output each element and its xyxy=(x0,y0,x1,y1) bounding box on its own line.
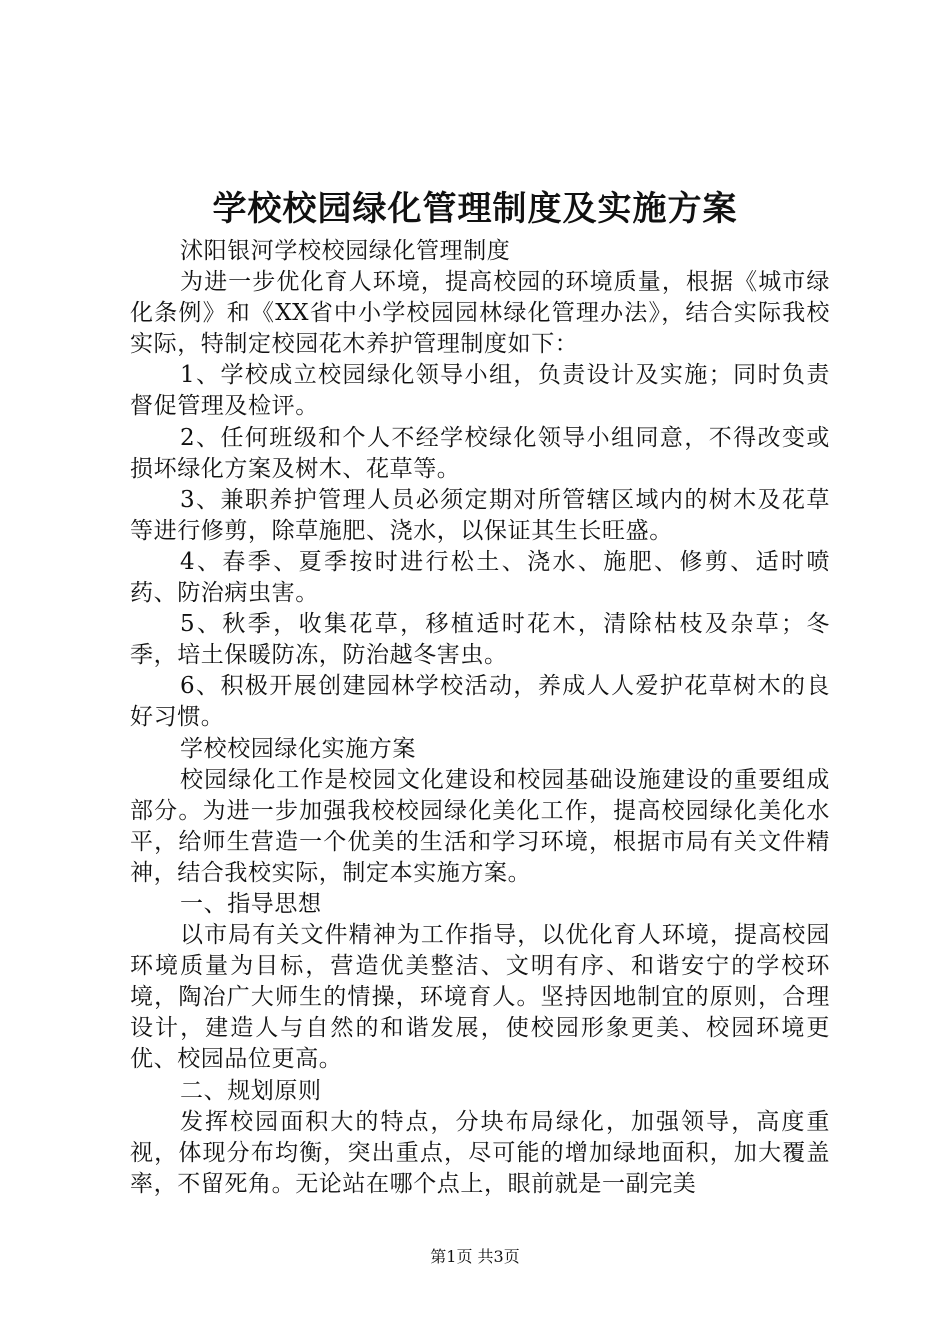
document-body xyxy=(130,236,830,1200)
body-paragraph: 发挥校园面积大的特点，分块布局绿化，加强领导，高度重视，体现分布均衡，突出重点，尽可能的增加绿地面积，加大覆盖率，不留死角。无论站在哪个点上，眼前就是一副完美 xyxy=(130,1108,830,1197)
body-paragraph: 1、学校成立校园绿化领导小组，负责设计及实施；同时负责督促管理及检评。 xyxy=(130,362,830,420)
body-paragraph: 5、秋季，收集花草，移植适时花木，清除枯枝及杂草；冬季，培土保暖防冻，防治越冬害虫。 xyxy=(130,611,830,669)
body-paragraph: 6、积极开展创建园林学校活动，养成人人爱护花草树木的良好习惯。 xyxy=(130,673,830,731)
body-paragraph: 一、指导思想 xyxy=(180,890,322,917)
page-indicator: 第1页 共3页 xyxy=(430,1247,520,1266)
body-paragraph: 二、规划原则 xyxy=(180,1077,322,1104)
body-paragraph: 校园绿化工作是校园文化建设和校园基础设施建设的重要组成部分。为进一步加强我校校园绿化美化工作，提高校园绿化美化水平，给师生营造一个优美的生活和学习环境，根据市局有关文件精神，结合我校实际，制定本实施方案。 xyxy=(130,766,830,886)
body-paragraph: 为进一步优化育人环境，提高校园的环境质量，根据《城市绿化条例》和《XX省中小学校园园林绿化管理办法》，结合实际我校实际，特制定校园花木养护管理制度如下： xyxy=(130,269,830,358)
body-paragraph: 以市局有关文件精神为工作指导，以优化育人环境，提高校园环境质量为目标，营造优美整洁、文明有序、和谐安宁的学校环境，陶冶广大师生的情操，环境育人。坚持因地制宜的原则，合理设计，建造人与自然的和谐发展，使校园形象更美、校园环境更优、校园品位更高。 xyxy=(130,922,830,1073)
body-paragraph: 沭阳银河学校校园绿化管理制度 xyxy=(180,238,511,264)
body-paragraph: 2、任何班级和个人不经学校绿化领导小组同意，不得改变或损坏绿化方案及树木、花草等。 xyxy=(130,424,830,482)
body-paragraph: 3、兼职养护管理人员必须定期对所管辖区域内的树木及花草等进行修剪，除草施肥、浇水，以保证其生长旺盛。 xyxy=(130,486,830,544)
body-paragraph: 学校校园绿化实施方案 xyxy=(180,735,416,762)
document-title: 学校校园绿化管理制度及实施方案 xyxy=(212,189,738,229)
body-paragraph: 4、春季、夏季按时进行松土、浇水、施肥、修剪、适时喷药、防治病虫害。 xyxy=(130,548,830,607)
